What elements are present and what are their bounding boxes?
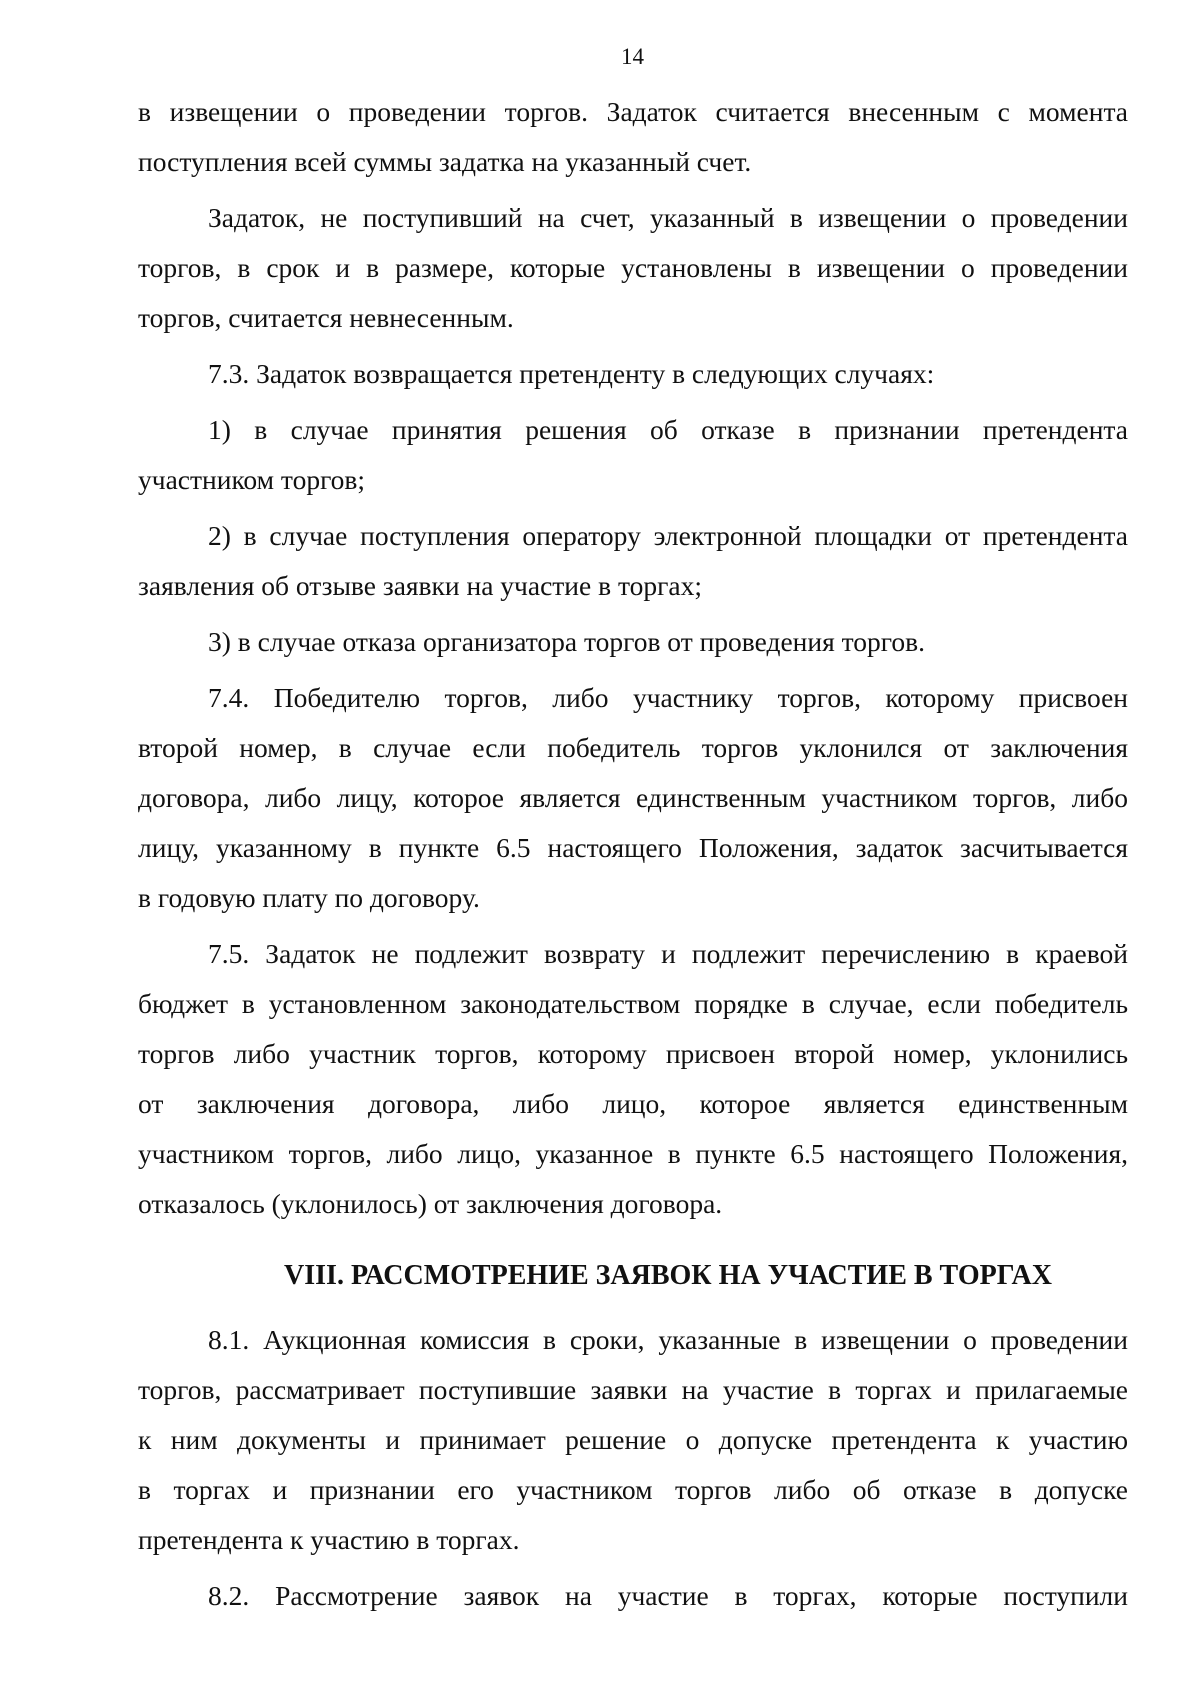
text-line: к ним документы и принимает решение о допуске претендента к участию (138, 1424, 1128, 1455)
text-line: в торгах и признании его участником торгов либо об отказе в допуске (138, 1474, 1128, 1505)
paragraph-first-line: 2) в случае поступления оператору электронной площадки от претендента (208, 520, 1128, 551)
text-line: второй номер, в случае если победитель торгов уклонился от заключения (138, 732, 1128, 763)
text-line: торгов, считается невнесенным. (138, 302, 514, 333)
paragraph-first-line: 7.4. Победителю торгов, либо участнику торгов, которому присвоен (208, 682, 1128, 713)
section-heading: VIII. РАССМОТРЕНИЕ ЗАЯВОК НА УЧАСТИЕ В ТОРГАХ (284, 1260, 1052, 1291)
text-line: поступления всей суммы задатка на указанный счет. (138, 146, 752, 177)
text-line: торгов, в срок и в размере, которые установлены в извещении о проведении (138, 252, 1128, 283)
text-line: от заключения договора, либо лицо, которое является единственным (138, 1088, 1128, 1119)
paragraph-first-line: 7.5. Задаток не подлежит возврату и подлежит перечислению в краевой (208, 938, 1128, 969)
text-line: отказалось (уклонилось) от заключения договора. (138, 1188, 723, 1219)
paragraph-first-line: Задаток, не поступивший на счет, указанный в извещении о проведении (208, 202, 1128, 233)
text-line: в годовую плату по договору. (138, 882, 480, 913)
text-line: бюджет в установленном законодательством порядке в случае, если победитель (138, 988, 1128, 1019)
text-line: претендента к участию в торгах. (138, 1524, 520, 1555)
paragraph-first-line: 7.3. Задаток возвращается претенденту в следующих случаях: (208, 358, 935, 389)
paragraph-first-line: 8.2. Рассмотрение заявок на участие в торгах, которые поступили (208, 1580, 1128, 1611)
text-line: в извещении о проведении торгов. Задаток считается внесенным с момента (138, 96, 1128, 127)
paragraph-first-line: 1) в случае принятия решения об отказе в признании претендента (208, 414, 1128, 445)
text-line: участником торгов; (138, 464, 366, 495)
paragraph-first-line: 3) в случае отказа организатора торгов от проведения торгов. (208, 626, 925, 657)
text-line: торгов, рассматривает поступившие заявки на участие в торгах и прилагаемые (138, 1374, 1128, 1405)
text-line: заявления об отзыве заявки на участие в торгах; (138, 570, 702, 601)
text-line: договора, либо лицу, которое является единственным участником торгов, либо (138, 782, 1128, 813)
paragraph-first-line: 8.1. Аукционная комиссия в сроки, указанные в извещении о проведении (208, 1324, 1128, 1355)
page-number: 14 (621, 44, 644, 69)
text-line: лицу, указанному в пункте 6.5 настоящего Положения, задаток засчитывается (138, 832, 1128, 863)
text-line: торгов либо участник торгов, которому присвоен второй номер, уклонились (138, 1038, 1128, 1069)
document-body (138, 90, 1128, 1624)
text-line: участником торгов, либо лицо, указанное в пункте 6.5 настоящего Положения, (138, 1138, 1128, 1169)
